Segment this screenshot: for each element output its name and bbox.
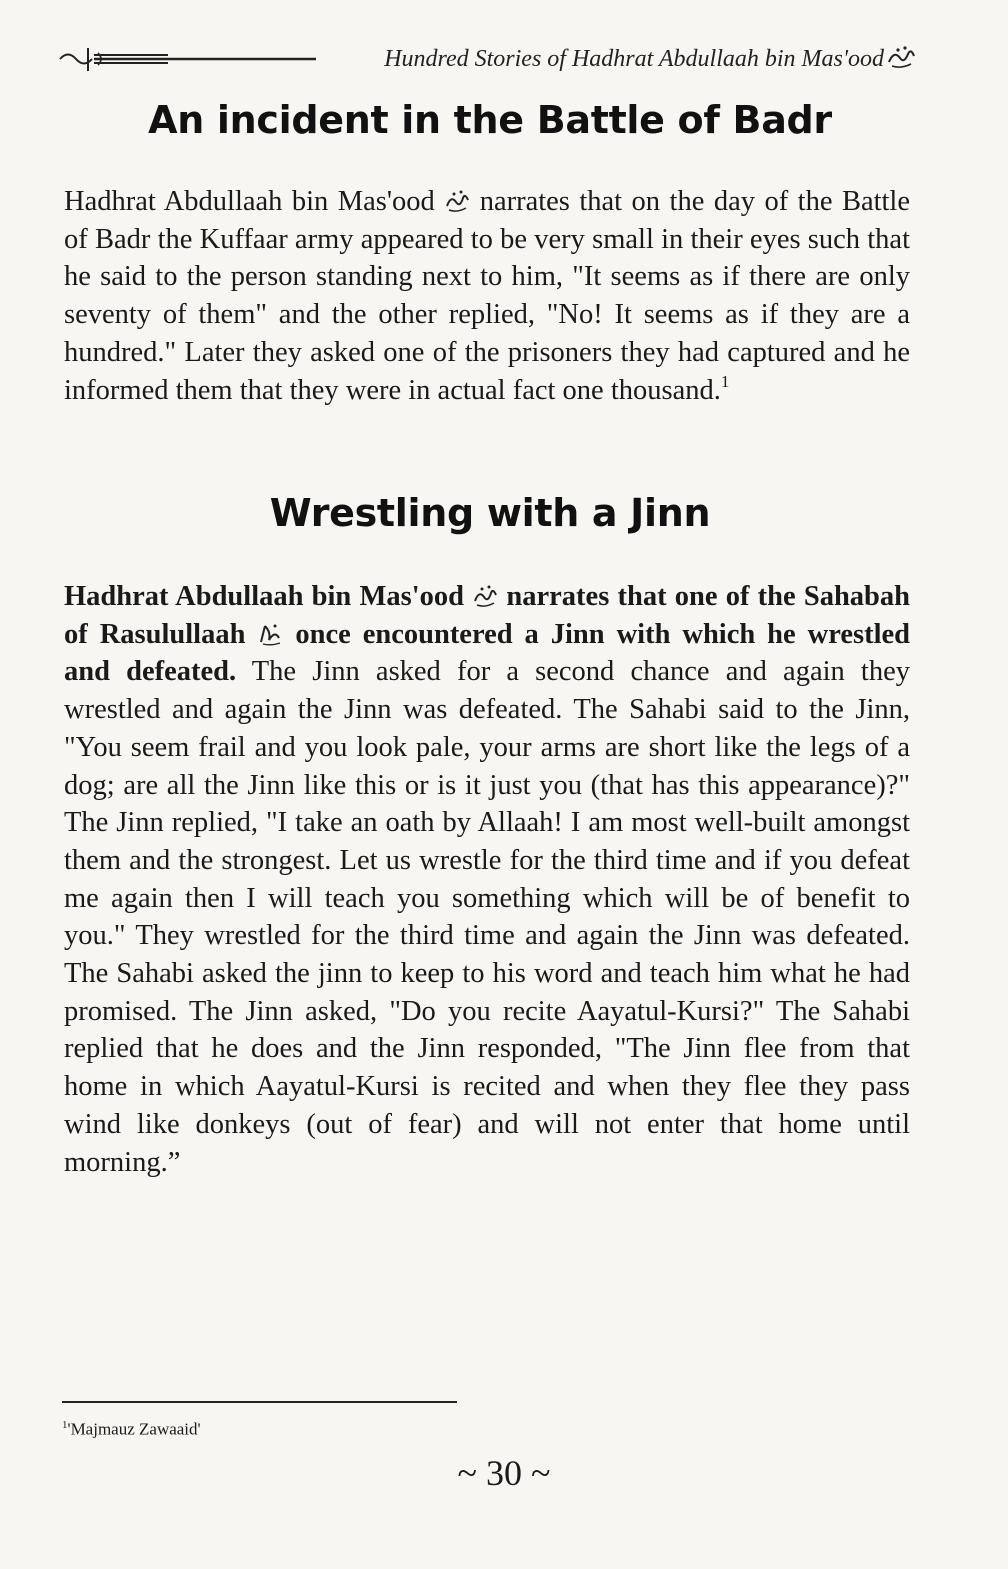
section-body	[64, 578, 910, 1181]
body-text: Hadhrat Abdullaah bin Mas'ood	[64, 186, 435, 217]
sallallaahu-alayhi-wasallam-icon	[257, 622, 283, 646]
footnote	[62, 1419, 201, 1440]
section-heading: An incident in the Battle of Badr	[148, 98, 832, 142]
bold-text: narrates that one of the Sahabah of Rasulullaah	[64, 581, 910, 650]
radhiallaahu-anhu-icon	[472, 584, 498, 608]
divider-flourish-icon	[58, 44, 318, 74]
radhiallaahu-anhu-calligraphy-icon	[886, 44, 916, 70]
page-number: ~ 30 ~	[457, 1453, 551, 1493]
running-header	[58, 36, 918, 80]
radhiallaahu-anhu-icon	[444, 189, 470, 213]
bold-text: Hadhrat Abdullaah bin Mas'ood	[64, 581, 464, 612]
body-text: narrates that on the day of the Battle of Badr the Kuffaar army appeared to be very small in their eyes such that he said to the person standing next to him, "It seems as if there are only seventy of them" and the other replied, "No! It seems as if they are a hundred." Later they asked one of the prisoners they had captured and he informed them that they were in actual fact one thousand.	[64, 186, 911, 406]
footnote-reference: 1	[720, 371, 730, 391]
footnote-marker: 1	[62, 1419, 68, 1431]
section-heading: Wrestling with a Jinn	[269, 491, 711, 535]
body-text: The Jinn asked for a second chance and again they wrestled and again the Jinn was defeated. The Sahabi said to the Jinn, "You seem frail and you look pale, your arms are short like the legs of a dog; are all the Jinn like this or is it just you (that has this appearance)?" The Jinn replied, "I take an oath by Allaah! I am most well-built amongst them and the strongest. Let us wrestle for the third time and if you defeat me again then I will teach you something which will be of benefit to you." They wrestled for the third time and again the Jinn was defeated. The Sahabi asked the jinn to keep to his word and teach him what he had promised. The Jinn asked, "Do you recite Aayatul-Kursi?" The Sahabi replied that he does and the Jinn responded, "The Jinn flee from that home in which Aayatul-Kursi is recited and when they flee they pass wind like donkeys (out of fear) and will not enter that home until morning.”	[64, 656, 910, 1178]
footnote-divider	[62, 1401, 457, 1403]
section-body	[64, 183, 910, 409]
footnote-text: 'Majmauz Zawaaid'	[67, 1419, 201, 1439]
bold-text: once encountered a Jinn with which he wrestled and defeated.	[64, 618, 911, 688]
running-header-title: Hundred Stories of Hadhrat Abdullaah bin Mas'ood	[384, 46, 884, 72]
